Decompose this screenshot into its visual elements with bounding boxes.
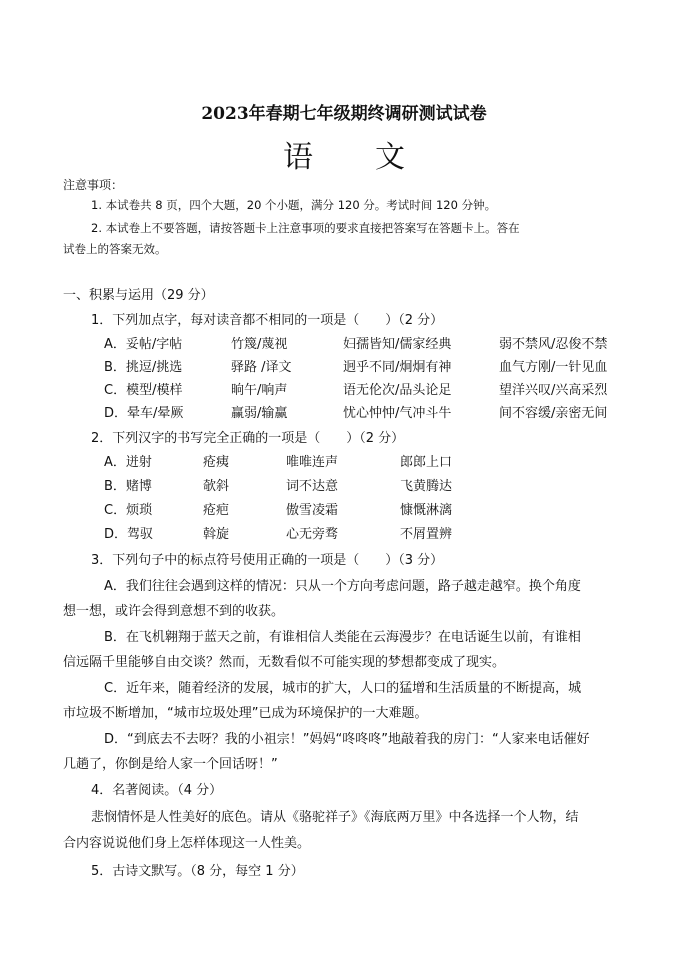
question-4-stem: 4．名著阅读。（4 分） bbox=[91, 783, 223, 798]
question-3-stem: 3．下列句子中的标点符号使用正确的一项是（ ）（3 分） bbox=[91, 553, 444, 568]
q2-d-3: 心无旁骛 bbox=[286, 527, 339, 542]
q2-b-3: 词不达意 bbox=[286, 479, 339, 494]
q4-prompt-line-1: 悲悯情怀是人性美好的底色。请从《骆驼祥子》《海底两万里》中各选择一个人物，结 bbox=[91, 810, 579, 825]
q2-c-3: 傲雪凌霜 bbox=[286, 503, 339, 518]
q2-d-4: 不屑置辨 bbox=[400, 527, 453, 542]
q2-c-4: 慷慨淋漓 bbox=[400, 503, 453, 518]
q2-a-4: 郎郎上口 bbox=[400, 455, 453, 470]
q2-c-1: C．烦琐 bbox=[104, 503, 153, 518]
q1-d-4: 间不容缓/亲密无间 bbox=[499, 406, 608, 421]
question-1-stem: 1．下列加点字，每对读音都不相同的一项是（ ）（2 分） bbox=[91, 313, 444, 328]
q3-option-c-line-1: C．近年来，随着经济的发展，城市的扩大，人口的猛增和生活质量的不断提高，城 bbox=[104, 681, 582, 696]
q2-a-1: A．迸射 bbox=[104, 455, 152, 470]
q3-option-a-line-2: 想一想，或许会得到意想不到的收获。 bbox=[63, 604, 285, 619]
q2-c-2: 疮疤 bbox=[203, 503, 230, 518]
q2-d-1: D．驾驭 bbox=[104, 527, 154, 542]
q2-d-2: 斡旋 bbox=[203, 527, 230, 542]
q1-d-2: 赢弱/输赢 bbox=[231, 406, 288, 421]
exam-title: 2023年春期七年级期终调研测试试卷 bbox=[201, 104, 487, 124]
q2-a-2: 疮痍 bbox=[203, 455, 230, 470]
q1-a-4: 弱不禁风/忍俊不禁 bbox=[499, 337, 608, 352]
notice-item-1: 1. 本试卷共 8 页，四个大题，20 个小题，满分 120 分。考试时间 120 分钟。 bbox=[91, 198, 497, 212]
q3-option-b-line-1: B．在飞机翱翔于蓝天之前，有谁相信人类能在云海漫步？在电话诞生以前，有谁相 bbox=[104, 630, 581, 645]
q1-c-3: 语无伦次/品头论足 bbox=[343, 383, 452, 398]
q1-a-2: 竹篾/蔑视 bbox=[231, 337, 288, 352]
q1-c-4: 望洋兴叹/兴高采烈 bbox=[499, 383, 608, 398]
subject-title: 语文 bbox=[283, 140, 467, 175]
q4-prompt-line-2: 合内容说说他们身上怎样体现这一人性美。 bbox=[63, 836, 311, 851]
q3-option-c-line-2: 市垃圾不断增加，“城市垃圾处理”已成为环境保护的一大难题。 bbox=[63, 706, 428, 721]
question-2-stem: 2．下列汉字的书写完全正确的一项是（ ）（2 分） bbox=[91, 431, 405, 446]
q1-a-3: 妇孺皆知/儒家经典 bbox=[343, 337, 452, 352]
notice-item-2-line-1: 2. 本试卷上不要答题，请按答题卡上注意事项的要求直接把答案写在答题卡上。答在 bbox=[91, 221, 520, 235]
question-5-stem: 5．古诗文默写。（8 分，每空 1 分） bbox=[91, 864, 304, 879]
q1-a-1: A．妥帖/字帖 bbox=[104, 337, 183, 352]
q1-d-3: 忧心忡忡/气冲斗牛 bbox=[343, 406, 452, 421]
notice-item-2-line-2: 试卷上的答案无效。 bbox=[63, 242, 167, 256]
q1-b-3: 迥乎不同/炯炯有神 bbox=[343, 360, 452, 375]
q2-b-2: 欹斜 bbox=[203, 479, 230, 494]
notice-heading: 注意事项： bbox=[63, 178, 124, 192]
q2-b-1: B．赌博 bbox=[104, 479, 152, 494]
q1-b-4: 血气方刚/一针见血 bbox=[499, 360, 608, 375]
q3-option-d-line-2: 几趟了，你倒是给人家一个回话呀！” bbox=[63, 757, 278, 772]
q1-c-1: C．模型/模样 bbox=[104, 383, 183, 398]
q1-b-1: B．挑逗/挑选 bbox=[104, 360, 183, 375]
section-heading: 一、积累与运用（29 分） bbox=[63, 288, 214, 303]
q1-c-2: 晌午/响声 bbox=[231, 383, 288, 398]
q3-option-b-line-2: 信远隔千里能够自由交谈？然而，无数看似不可能实现的梦想都变成了现实。 bbox=[63, 655, 506, 670]
q3-option-d-line-1: D．“到底去不去呀？我的小祖宗！”妈妈“咚咚咚”地敲着我的房门：“人家来电话催好 bbox=[104, 732, 590, 747]
q1-b-2: 驿路 /译文 bbox=[231, 360, 292, 375]
q3-option-a-line-1: A．我们往往会遇到这样的情况：只从一个方向考虑问题，路子越走越窄。换个角度 bbox=[104, 579, 581, 594]
q1-d-1: D．晕车/晕厥 bbox=[104, 406, 184, 421]
q2-a-3: 唯唯连声 bbox=[286, 455, 339, 470]
q2-b-4: 飞黄腾达 bbox=[400, 479, 453, 494]
